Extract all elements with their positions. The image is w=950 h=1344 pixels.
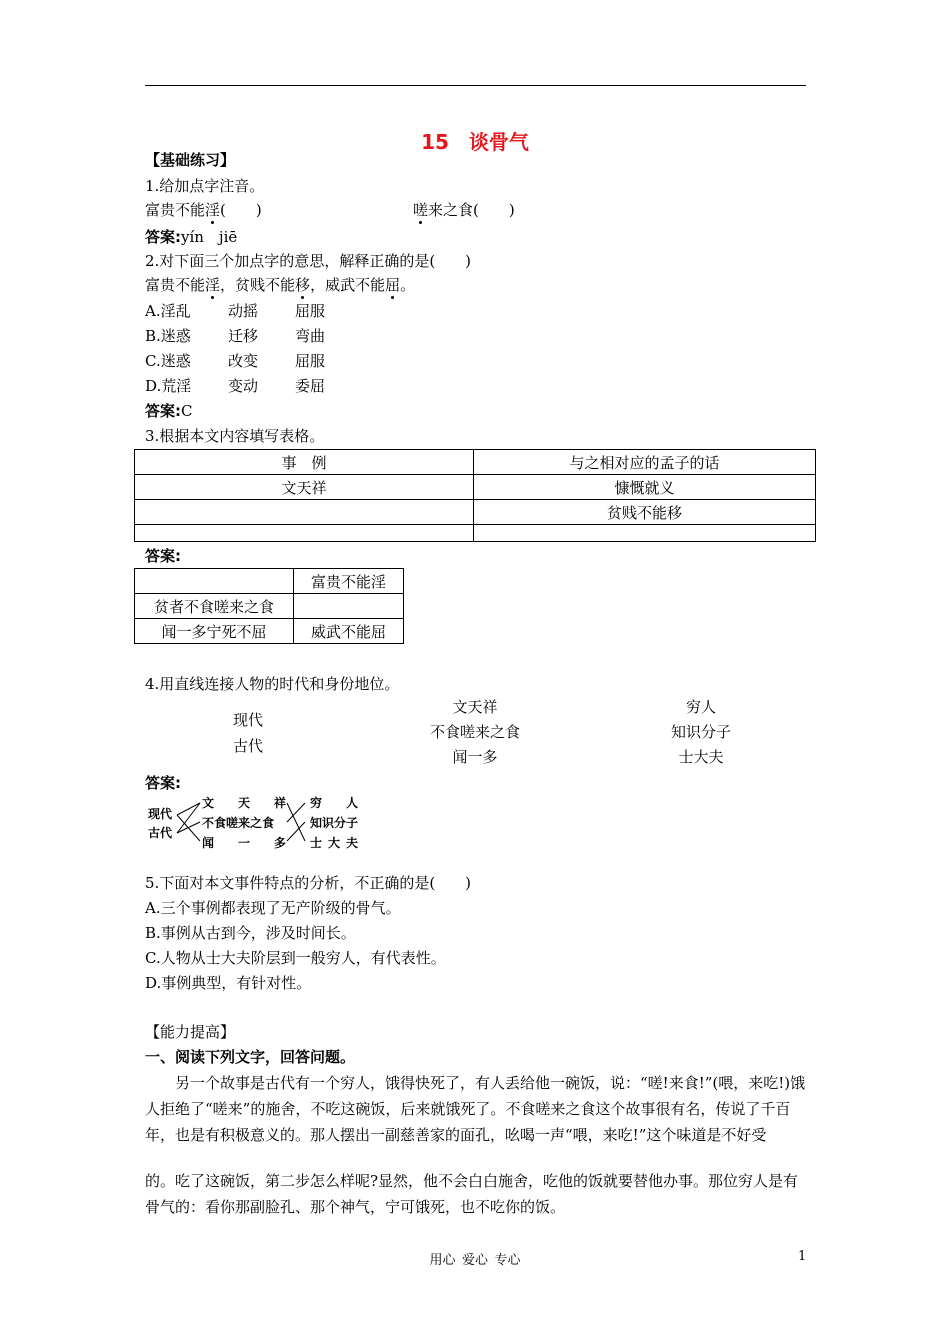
header-rule <box>145 85 806 86</box>
q5-option-a: A.三个事例都表现了无产阶级的骨气。 <box>145 899 401 917</box>
emphasis-dot: 移 <box>295 276 311 294</box>
ans-era-ancient: 古代 <box>148 826 173 840</box>
ans-status-1: 穷 人 <box>310 796 359 810</box>
q1-item-b: 嗟来之食( ) <box>413 201 515 219</box>
q5-option-d: D.事例典型，有针对性。 <box>145 974 312 992</box>
q5-stem: 5.下面对本文事件特点的分析，不正确的是( ) <box>145 874 472 892</box>
q1-item-a: 富贵不能淫( ) <box>145 201 262 219</box>
emphasis-dot: 淫 <box>205 276 221 294</box>
q1-stem: 1.给加点字注音。 <box>145 177 265 195</box>
emphasis-dot: 屈 <box>385 276 401 294</box>
page-title: 15 谈骨气 <box>421 130 529 154</box>
q1-answer: 答案:yín jiē <box>145 228 238 246</box>
q3-answer-label: 答案: <box>145 547 181 565</box>
ans-era-modern: 现代 <box>148 807 173 821</box>
passage-paragraph-1: 另一个故事是古代有一个穷人，饿得快死了，有人丢给他一碗饭，说：“嗟!来食!”(喂，来吃!)饿人拒绝了“嗟来”的施舍，不吃这碗饭，后来就饿死了。不食嗟来之食这个故事很有名，传说了千百年，也是有积极意义的。那人摆出一副慈善家的面孔，吆喝一声“喂，来吃!”这个味道是不好受 <box>145 1074 806 1144</box>
ans-status-3: 士 大 夫 <box>310 836 359 850</box>
q5-option-c: C.人物从士大夫阶层到一般穷人，有代表性。 <box>145 949 446 967</box>
ans-person-2: 不食嗟来之食 <box>202 816 275 830</box>
q4-answer-diagram <box>145 795 375 857</box>
ans-person-1: 文 天 祥 <box>202 796 287 810</box>
q4-stem: 4.用直线连接人物的时代和身份地位。 <box>145 675 400 693</box>
page-number: 1 <box>798 1249 807 1264</box>
passage-paragraph-2: 的。吃了这碗饭，第二步怎么样呢?显然，他不会白白施舍，吃他的饭就要替他办事。那位穷人是有骨气的：看你那副脸孔、那个神气，宁可饿死，也不吃你的饭。 <box>145 1172 799 1216</box>
emphasis-dot: 淫 <box>205 201 221 219</box>
ans-status-2: 知识分子 <box>310 816 359 830</box>
section-basic: 【基础练习】 <box>145 151 236 169</box>
q5-option-b: B.事例从古到今，涉及时间长。 <box>145 924 356 942</box>
q3-stem: 3.根据本文内容填写表格。 <box>145 427 325 445</box>
ans-person-3: 闻 一 多 <box>202 836 287 850</box>
reading-heading: 一、阅读下列文字，回答问题。 <box>145 1048 356 1066</box>
footer-motto: 用心 爱心 专心 <box>429 1253 521 1268</box>
q3-table: 事 例 与之相对应的孟子的话 文天祥 慷慨就义 贫贱不能移 <box>134 449 816 542</box>
q4-answer-label: 答案: <box>145 774 181 792</box>
section-improve: 【能力提高】 <box>145 1023 236 1041</box>
q4-era-ancient: 古代 <box>233 737 264 755</box>
emphasis-dot: 嗟 <box>413 201 429 219</box>
q2-sentence: 富贵不能淫，贫贱不能移，威武不能屈。 <box>145 276 416 294</box>
q4-era-modern: 现代 <box>233 711 264 729</box>
q2-answer: 答案:C <box>145 402 193 420</box>
q2-stem: 2.对下面三个加点字的意思，解释正确的是( ) <box>145 252 472 270</box>
q3-answer-table: 富贵不能淫 贫者不食嗟来之食 闻一多宁死不屈 威武不能屈 <box>134 568 404 644</box>
